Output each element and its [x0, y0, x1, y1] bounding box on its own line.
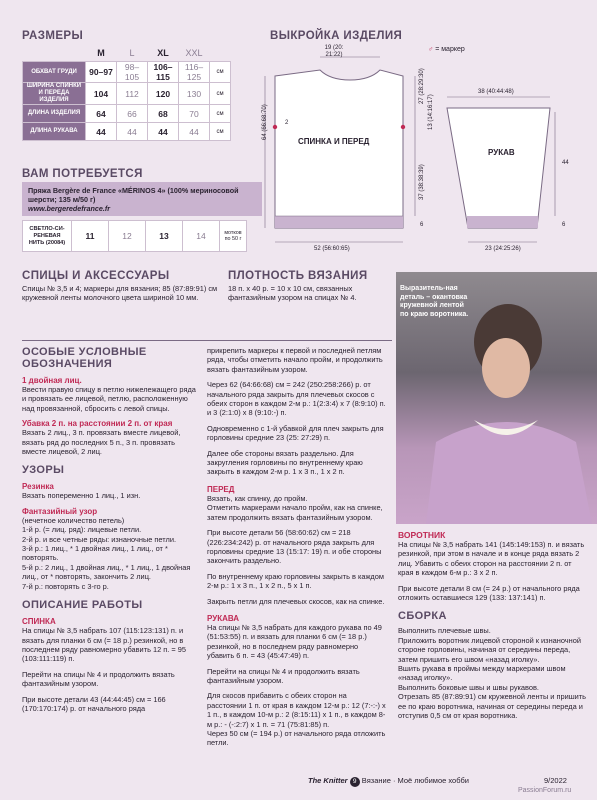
front-p5: Закрыть петли для плечевых скосов, как на спинке.: [207, 596, 385, 606]
dim-sleeve-len: 44: [562, 160, 569, 166]
collar-p1: На спицы № 3,5 набрать 141 (145:149:153) п. и вязать резинкой, при этом в начале и в конце ряда вязать 2 лиц. Убавить с обеих сторон на расстоянии 2 п. от края в каждом 6-м р.: 3 х 2 п.: [398, 540, 585, 578]
size-header: XXL: [185, 47, 203, 58]
fancy-line: 5-й р.: 2 лиц., 1 двойная лиц., * 1 лиц., 1 двойная лиц., от * повторять, закончить 2 лиц.: [22, 562, 191, 582]
marker-dot: [401, 125, 405, 129]
assembly-p3: Вшить рукава в проймы между маркерами швом «назад иголку».: [398, 664, 566, 683]
issue-number: 9/2022: [544, 776, 567, 785]
gauge-text: 18 п. х 40 р. = 10 х 10 см, связанных фантазийным узором на спицах № 4.: [228, 284, 357, 303]
assembly-p2: Приложить воротник лицевой стороной к изнаночной стороне горловины, начиная от середины переда, затем пришить его швом «назад иголку».: [398, 635, 581, 664]
assembly-p4: Выполнить боковые швы и швы рукавов.: [398, 682, 539, 692]
size-header: XL: [157, 47, 169, 58]
back-p2: Перейти на спицы № 4 и продолжить вязать фантазийным узором.: [22, 669, 175, 689]
dbl-text: Ввести правую спицу в петлю нижележащего ряда и провязать ее лицевой, петлю, расположенную над провязанной, сбросить с левой спицы.: [22, 385, 196, 413]
back-p1: На спицы № 3,5 набрать 107 (115:123:131) п. и вязать для планки 6 см (= 18 р.) резинкой, но в последнем ряду равномерно убавить 12 п. = 95 (103:111:119) п.: [22, 626, 186, 664]
dim-sleeve-top: 38 (40:44:48): [478, 89, 514, 95]
fancy-line: 2-й р. и все четные ряды: изнаночные петли.: [22, 534, 177, 544]
special-title: ОСОБЫЕ УСЛОВНЫЕ ОБОЗНАЧЕНИЯ: [22, 346, 147, 370]
rib-text: Вязать попеременно 1 лиц., 1 изн.: [22, 491, 141, 501]
yarn-site: www.bergeredefrance.fr: [28, 204, 111, 213]
back-p3: При высоте детали 43 (44:44:45) см = 166 (170:170:174) р. от начального ряда: [22, 694, 166, 713]
assembly-p1: Выполнить плечевые швы.: [398, 626, 491, 636]
photo-caption: Выразитель-ная деталь – окантовка кружевной лентой по краю воротника.: [400, 285, 469, 318]
page-number: 9: [350, 777, 360, 787]
fancy-line: (нечетное количество петель): [22, 515, 125, 525]
sizes-table: [22, 44, 231, 141]
patterns-title: УЗОРЫ: [22, 464, 65, 477]
dim-body-width: 52 (56:60:65): [314, 246, 350, 252]
collar-title: ВОРОТНИК: [398, 530, 446, 540]
size-row: ДЛИНА РУКАВА 44 44 44 44 см: [23, 123, 231, 141]
size-row: ШИРИНА СПИНКИ И ПЕРЕДА ИЗДЕЛИЯ 104 112 120 130 см: [23, 83, 231, 105]
sleeve-p4: Через 50 см (= 194 р.) от начального ряда отложить петли.: [207, 729, 386, 748]
fancy-line: 1-й р. (= лиц. ряд): лицевые петли.: [22, 525, 142, 535]
c2-p2: Через 62 (64:66:68) см = 242 (250:258:266) р. от начального ряда закрыть для плечевых скосов с обеих сторон в каждом 2-м р.: 1(2:3:4) х 7 (8:9:10) п. и 3 (2:1:0) х 8 (9:10:-) п.: [207, 380, 386, 418]
c2-p1: прикрепить маркеры к первой и последней петлям ряда, чтобы отметить начало пройм, и продолжить вязать фантазийным узором.: [207, 346, 383, 374]
assembly-p5: Отрезать 85 (87:89:91) см кружевной ленты и пришить ее по краю воротника, начиная от середины переда и отступив 0,5 см от края воротника.: [398, 692, 587, 721]
sizes-title: РАЗМЕРЫ: [22, 30, 84, 42]
sleeve-p1: На спицы № 3,5 набрать для каждого рукава по 49 (51:53:55) п. и вязать для планки 6 см (= 18 р.) резинкой, но в последнем ряду равномерно убавить 6 п. = 43 (45:47:49) п.: [207, 622, 382, 661]
dim-body-height: 64 (66:68:70): [262, 104, 268, 140]
front-p1: Вязать, как спинку, до пройм.: [207, 493, 308, 503]
divider: [22, 340, 392, 341]
desc-title: ОПИСАНИЕ РАБОТЫ: [22, 599, 143, 612]
sleeve-p2: Перейти на спицы № 4 и продолжить вязать фантазийным узором.: [207, 666, 360, 685]
assembly-title: СБОРКА: [398, 610, 447, 623]
rib-title: Резинка: [22, 482, 54, 492]
front-p4: По внутреннему краю горловины закрыть в каждом 2-м р.: 1 х 3 п., 1 х 2 п., 5 х 1 п.: [207, 571, 384, 591]
footer-brand: The Knitter 9 Вязание · Моё любимое хобби: [308, 776, 469, 785]
needles-text: Спицы № 3,5 и 4; маркеры для вязания; 85 (87:89:91) см кружевной ленты молочного цвета шириной 10 мм.: [22, 284, 218, 303]
size-row: ОБХВАТ ГРУДИ 90–97 98–105 106–115 116–125 см: [23, 62, 231, 83]
column-2: [207, 346, 387, 748]
dim-sleeve-cap: 13 (14:16:17): [428, 94, 434, 130]
front-title: ПЕРЕД: [207, 484, 235, 494]
dim-sleeve-bottom: 23 (24:25:26): [485, 246, 521, 252]
needles-title: СПИЦЫ И АКСЕССУАРЫ: [22, 270, 170, 282]
front-p2: Отметить маркерами начало пройм, как на спинке, затем продолжить вязать фантазийным узором.: [207, 503, 383, 522]
back-title: СПИНКА: [22, 617, 56, 627]
fancy-title: Фантазийный узор: [22, 506, 98, 516]
column-1: [22, 346, 197, 713]
size-header: L: [129, 47, 135, 58]
c2-p3: Одновременно с 1-й убавкой для плеч закрыть для горловины средние 23 (25: 27:29) п.: [207, 423, 384, 443]
c2-p4: Далее обе стороны вязать раздельно. Для закругления горловины по внутреннему краю закрыть в каждом 2-м р. 1 х 3 п., 1 х 2 п.: [207, 448, 363, 477]
yarn-table: СВЕТЛО-СИ-РЕНЕВАЯ НИТЬ (20084) 11 12 13 14 мотков по 50 г: [22, 220, 247, 252]
dim-shoulder: 2: [285, 120, 289, 126]
collar-p2: При высоте детали 8 см (= 24 р.) от начального ряда отложить оставшиеся 129 (133: 137:141) п.: [398, 583, 580, 603]
sleeve-title: РУКАВА: [207, 613, 240, 623]
gauge-title: ПЛОТНОСТЬ ВЯЗАНИЯ: [228, 270, 368, 282]
sleeve-p3: Для скосов прибавить с обеих сторон на расстоянии 1 п. от края в каждом 12-м р.: 12 (7:-:-) х 1 п., в каждом 10-м р.: 2 (8:15:11) х 1 п., в каждом 8-м р.: - (-:2:7) х 1 п. = 71 (75:81:85) п.: [207, 691, 386, 729]
size-row: ДЛИНА ИЗДЕЛИЯ 64 66 68 70 см: [23, 105, 231, 123]
marker-dot: [273, 125, 277, 129]
dim-lower: 37 (38:38:39): [419, 164, 425, 200]
dec-title: Убавка 2 п. на расстоянии 2 п. от края: [22, 419, 173, 429]
watermark: PassionForum.ru: [518, 787, 572, 794]
dim-rib: 6: [420, 222, 424, 228]
pattern-title: ВЫКРОЙКА ИЗДЕЛИЯ: [270, 30, 403, 42]
front-p3: При высоте детали 56 (58:60:62) см = 218 (226:234:242) р. от начального ряда закрыть для горловины средние 13 (15:17: 19) п. и обе стороны закончить раздельно.: [207, 528, 382, 566]
size-header: M: [97, 47, 105, 58]
marker-icon: ♂: [428, 46, 434, 53]
marker-legend: ♂ = маркер: [428, 46, 465, 53]
fancy-line: 3-й р.: 1 лиц., * 1 двойная лиц., 1 лиц., от * повторять.: [22, 544, 168, 563]
body-label: СПИНКА И ПЕРЕД: [298, 137, 370, 146]
fancy-line: 7-й р.: повторять с 3-го р.: [22, 581, 109, 591]
dim-armhole: 27 (28:29:30): [419, 68, 425, 104]
dim-sleeve-rib: 6: [562, 222, 566, 228]
column-3: [398, 530, 588, 721]
dbl-title: 1 двойная лиц.: [22, 376, 82, 385]
need-title: ВАМ ПОТРЕБУЕТСЯ: [22, 168, 143, 180]
yarn-box: Пряжа Bergère de France «MÉRINOS 4» (100% мериносовой шерсти; 135 м/50 г) www.bergeredefrance.fr: [22, 182, 262, 216]
dec-text: Вязать 2 лиц., 3 п. провязать вместе лицевой, вязать ряд до последних 5 п., 3 п. провязать вместе лицевой, 2 лиц.: [22, 428, 181, 457]
dim-neck: 19 (20: 21:22): [324, 45, 344, 58]
sleeve-label: РУКАВ: [488, 148, 515, 157]
